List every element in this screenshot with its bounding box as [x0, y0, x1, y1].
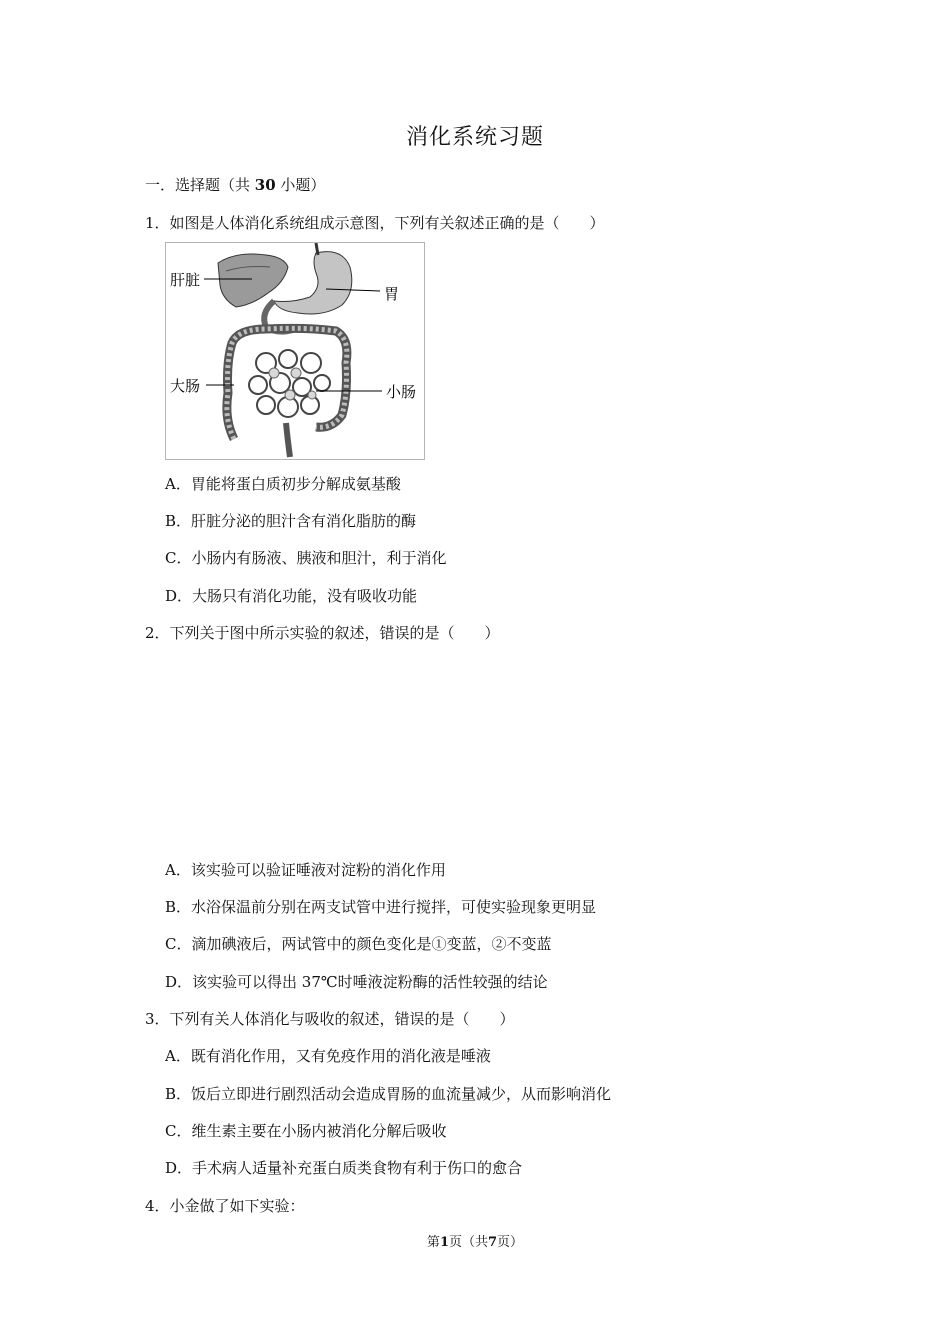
label-stomach: 胃 — [384, 285, 400, 303]
page-footer — [0, 1231, 950, 1250]
label-small-intestine: 小肠 — [386, 383, 417, 401]
question-2-option-a: A．该实验可以验证唾液对淀粉的消化作用 — [165, 861, 446, 879]
question-4-text: 4．小金做了如下实验： — [145, 1197, 305, 1215]
question-2-text: 2．下列关于图中所示实验的叙述，错误的是（ ） — [145, 624, 500, 642]
digestive-system-figure — [165, 242, 425, 460]
footer-suffix: 页） — [497, 1235, 524, 1250]
question-2-option-c: C．滴加碘液后，两试管中的颜色变化是①变蓝，②不变蓝 — [165, 935, 552, 953]
label-large-intestine: 大肠 — [170, 377, 201, 395]
question-1-option-d: D．大肠只有消化功能，没有吸收功能 — [165, 587, 418, 605]
question-1-option-a: A．胃能将蛋白质初步分解成氨基酸 — [165, 475, 401, 493]
question-3-text: 3．下列有关人体消化与吸收的叙述，错误的是（ ） — [145, 1010, 515, 1028]
experiment-figure-area — [165, 655, 665, 845]
label-liver: 肝脏 — [170, 271, 201, 289]
question-1-option-c: C．小肠内有肠液、胰液和胆汁，利于消化 — [165, 549, 447, 567]
section-suffix: 小题） — [275, 176, 326, 194]
question-3-option-c: C．维生素主要在小肠内被消化分解后吸收 — [165, 1122, 447, 1140]
section-heading — [145, 174, 325, 195]
question-3-option-b: B．饭后立即进行剧烈活动会造成胃肠的血流量减少，从而影响消化 — [165, 1085, 612, 1103]
question-3-option-a: A．既有消化作用，又有免疫作用的消化液是唾液 — [165, 1047, 491, 1065]
footer-middle: 页（共 — [448, 1235, 488, 1250]
question-3-option-d: D．手术病人适量补充蛋白质类食物有利于伤口的愈合 — [165, 1159, 523, 1177]
footer-page-number: 1 — [439, 1235, 449, 1250]
section-count: 30 — [254, 176, 276, 194]
question-1-text: 1．如图是人体消化系统组成示意图，下列有关叙述正确的是（ ） — [145, 214, 605, 232]
question-2-option-d: D．该实验可以得出 37℃时唾液淀粉酶的活性较强的结论 — [165, 973, 548, 991]
page-title: 消化系统习题 — [405, 125, 544, 150]
footer-prefix: 第 — [426, 1235, 440, 1250]
question-1-option-b: B．肝脏分泌的胆汁含有消化脂肪的酶 — [165, 512, 417, 530]
footer-total-pages: 7 — [488, 1235, 498, 1250]
question-2-option-b: B．水浴保温前分别在两支试管中进行搅拌，可使实验现象更明显 — [165, 898, 597, 916]
section-prefix: 一．选择题（共 — [145, 176, 255, 194]
